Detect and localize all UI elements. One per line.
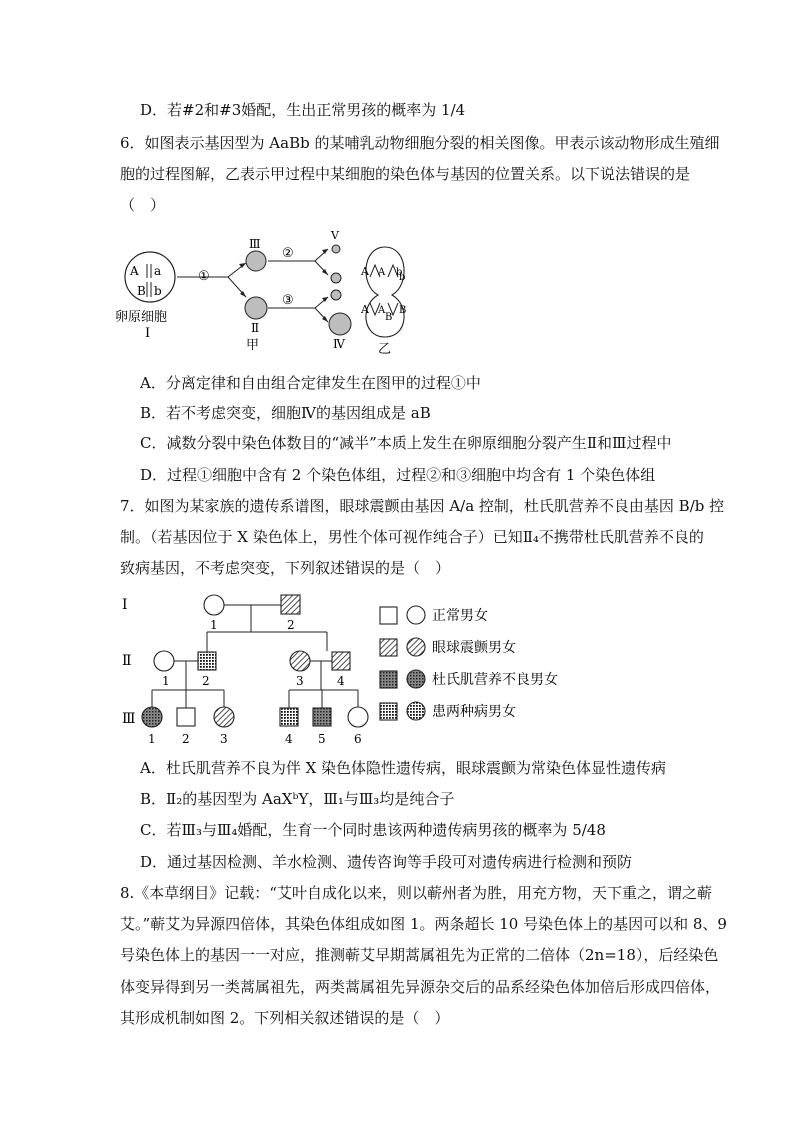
yi-gene-bottom-3: B <box>385 312 393 323</box>
polar-body-2 <box>331 290 341 300</box>
q6-option-d: D．过程①细胞中含有 2 个染色体组，过程②和③细胞中均含有 1 个染色体组 <box>140 466 656 484</box>
yi-gene-bottom-2: A <box>378 305 386 316</box>
legend-normal: 正常男女 <box>432 608 488 624</box>
step-3-label: ③ <box>282 293 294 308</box>
cell-III <box>246 251 266 271</box>
II-1-female-normal <box>154 651 174 671</box>
q7-option-d: D．通过基因检测、羊水检测、遗传咨询等手段可对遗传病进行检测和预防 <box>140 853 633 871</box>
II-2-male-dmd <box>198 652 216 670</box>
III-1-female-dmd <box>142 707 162 727</box>
III-3-female-nystagmus <box>214 707 234 727</box>
polar-body-1 <box>331 273 341 283</box>
label-III: Ⅲ <box>249 237 261 251</box>
label-oocyte: 卵原细胞 <box>115 310 168 325</box>
q5-option-d: D．若#2和#3婚配，生出正常男孩的概率为 1/4 <box>140 101 466 119</box>
label-II: Ⅱ <box>251 321 260 335</box>
gen-label-I: Ⅰ <box>122 597 128 613</box>
label-jia: 甲 <box>246 338 260 353</box>
III-4-num: 4 <box>285 732 293 746</box>
q8-line4: 体变异得到另一类蒿属祖先，两类蒿属祖先异源杂交后的品系经染色体加倍后形成四倍体， <box>120 978 721 996</box>
label-yi: 乙 <box>378 342 392 357</box>
III-6-num: 6 <box>354 732 362 746</box>
cell-II <box>245 297 267 319</box>
gene-A: A <box>130 264 139 278</box>
gen-label-II: Ⅱ <box>122 653 132 669</box>
III-2-num: 2 <box>182 732 190 746</box>
yi-gene-bottom-1: A <box>361 303 369 316</box>
label-IV: Ⅳ <box>333 337 345 351</box>
II-1-num: 1 <box>162 674 170 688</box>
III-6-female-normal <box>348 707 368 727</box>
label-I: Ⅰ <box>145 326 151 341</box>
legend-both: 患两种病男女 <box>432 704 516 720</box>
I-2-num: 2 <box>287 618 295 632</box>
q8-line2: 艾。”蕲艾为异源四倍体，其染色体组成如图 1。两条超长 10 号染色体上的基因可以和 8、9 <box>120 915 727 933</box>
gen-label-III: Ⅲ <box>122 711 136 727</box>
II-3-female-nystagmus <box>290 651 310 671</box>
gene-a: a <box>154 264 162 278</box>
step-1-label: ① <box>198 269 210 284</box>
yi-gene-top-4: b <box>399 272 406 283</box>
q8-line1: 8.《本草纲目》记载：“艾叶自成化以来，则以蕲州者为胜，用充方物，天下重之，谓之蕲 <box>120 884 712 902</box>
III-2-male-normal <box>177 708 195 726</box>
q6-stem-line3: （ ） <box>120 196 166 214</box>
yi-gene-bottom-4: B <box>399 305 407 316</box>
figure-yi-cell <box>366 247 407 337</box>
q6-stem-line1: 6．如图表示基因型为 AaBb 的某哺乳动物细胞分裂的相关图像。甲表示该动物形成生殖细 <box>120 134 720 152</box>
q7-stem-line2: 制。（若基因位于 X 染色体上，男性个体可视作纯合子）已知Ⅱ₄不携带杜氏肌营养不良的 <box>120 528 704 546</box>
q7-option-b: B．Ⅱ₂的基因型为 AaXᵇY，Ⅲ₁与Ⅲ₃均是纯合子 <box>140 790 455 808</box>
III-5-male-dmd <box>313 708 331 726</box>
II-4-num: 4 <box>337 674 345 688</box>
legend-nystagmus: 眼球震颤男女 <box>432 640 516 656</box>
cell-IV <box>329 313 351 335</box>
III-5-num: 5 <box>318 732 326 746</box>
I-1-num: 1 <box>210 618 218 632</box>
q7-stem-line1: 7．如图为某家族的遗传系谱图，眼球震颤由基因 A/a 控制，杜氏肌营养不良由基因 B/b 控 <box>120 497 725 515</box>
oocyte-cell-I <box>125 252 175 302</box>
label-V: Ⅴ <box>331 229 339 242</box>
II-2-num: 2 <box>202 674 210 688</box>
legend-dmd: 杜氏肌营养不良男女 <box>432 672 558 688</box>
q7-stem-line3: 致病基因，不考虑突变，下列叙述错误的是（ ） <box>120 559 451 577</box>
I-1-female-normal <box>204 595 224 615</box>
q6-option-c: C．减数分裂中染色体数目的“减半”本质上发生在卵原细胞分裂产生Ⅱ和Ⅲ过程中 <box>140 434 672 452</box>
II-3-num: 3 <box>296 674 304 688</box>
q6-figure <box>110 225 420 365</box>
step-2-label: ② <box>282 246 294 261</box>
II-4-male-nystagmus <box>332 652 350 670</box>
yi-gene-top-2: A <box>378 267 386 278</box>
legend <box>380 606 558 720</box>
q6-option-a: A．分离定律和自由组合定律发生在图甲的过程①中 <box>140 374 481 392</box>
q6-stem-line2: 胞的过程图解，乙表示甲过程中某细胞的染色体与基因的位置关系。以下说法错误的是 <box>120 165 691 183</box>
III-4-male-both <box>280 708 298 726</box>
yi-gene-top-3: b <box>396 267 403 278</box>
q7-pedigree <box>110 585 590 755</box>
gene-b: b <box>154 284 162 298</box>
III-3-num: 3 <box>220 732 228 746</box>
q8-line3: 号染色体上的基因一一对应，推测蕲艾早期蒿属祖先为正常的二倍体（2n=18），后经染色 <box>120 946 719 964</box>
q8-line5: 其形成机制如图 2。下列相关叙述错误的是（ ） <box>120 1009 450 1027</box>
yi-gene-top-1: A <box>361 265 369 278</box>
q6-option-b: B．若不考虑突变，细胞Ⅳ的基因组成是 aB <box>140 404 431 422</box>
cell-V <box>332 245 340 253</box>
gene-B: B <box>137 284 146 298</box>
III-1-num: 1 <box>148 732 156 746</box>
q7-option-c: C．若Ⅲ₃与Ⅲ₄婚配，生育一个同时患该两种遗传病男孩的概率为 5/48 <box>140 821 606 839</box>
I-2-male-nystagmus <box>281 595 300 614</box>
q7-option-a: A．杜氏肌营养不良为伴 X 染色体隐性遗传病，眼球震颤为常染色体显性遗传病 <box>140 759 667 777</box>
